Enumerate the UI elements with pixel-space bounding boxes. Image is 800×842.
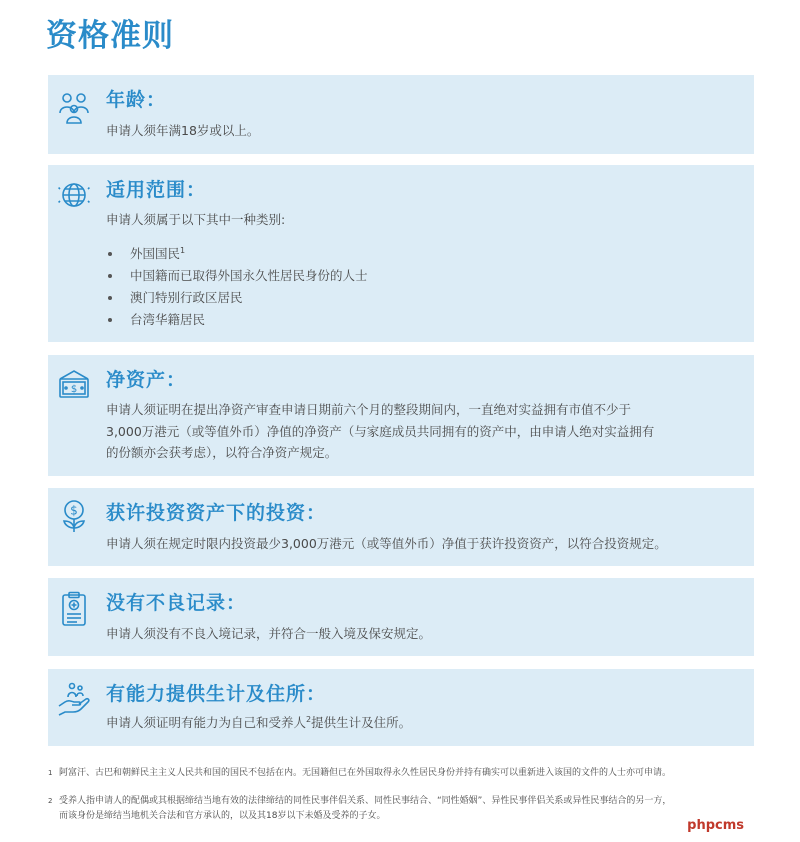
support-card [48, 669, 754, 746]
support-text-main: 申请人须证明有能力为自己和受养人 [106, 715, 307, 730]
footnote-text-line-1: 受养人指申请人的配偶或其根据缔结当地有效的法律缔结的同性民事伴侣关系、同性民事结合、“同性婚姻”、异性民事伴侣关系或异性民事结合的另一方， [59, 796, 672, 806]
svg-text:$: $ [70, 384, 78, 395]
age-heading: 年龄： [106, 89, 167, 111]
dollar-plant-icon [57, 498, 91, 534]
record-card [48, 578, 754, 656]
footnote-2 [48, 794, 758, 824]
footnote-number: 2 [48, 797, 53, 805]
watermark: phpcms [687, 818, 744, 833]
scope-heading: 适用范围： [106, 179, 207, 201]
list-item: 台湾华籍居民 [106, 309, 368, 331]
footnote-ref: 2 [306, 714, 312, 724]
footnote-number: 1 [48, 769, 53, 777]
clipboard-icon [57, 591, 91, 627]
footnote-text: 阿富汗、古巴和朝鲜民主主义人民共和国的国民不包括在内。无国籍但已在外国取得永久性居民身份并持有确实可以重新进入该国的文件的人士亦可申请。 [59, 768, 672, 778]
net-assets-heading: 净资产： [106, 369, 187, 391]
scope-list [106, 243, 368, 331]
scope-text: 申请人须属于以下其中一种类别: [106, 212, 286, 227]
net-assets-line-2: 3,000万港元（或等值外币）净值的净资产（与家庭成员共同拥有的资产中，由申请人绝对实益拥有 [106, 423, 655, 439]
age-card [48, 75, 754, 154]
support-heading: 有能力提供生计及住所： [106, 683, 327, 705]
support-text [106, 712, 746, 734]
footnote-ref: 1 [180, 245, 186, 255]
support-text-end: 提供生计及住所。 [311, 715, 412, 730]
people-icon [57, 89, 91, 125]
footnote-text-line-2: 而该身份是缔结当地机关合法和官方承认的，以及其18岁以下未婚及受养的子女。 [59, 811, 386, 821]
list-item: 澳门特别行政区居民 [106, 287, 368, 309]
record-text: 申请人须没有不良入境记录，并符合一般入境及保安规定。 [106, 626, 432, 641]
globe-icon [57, 177, 91, 213]
svg-text:$: $ [70, 503, 78, 518]
list-item-text: 外国国民 [130, 246, 181, 261]
net-assets-line-1: 申请人须证明在提出净资产审查申请日期前六个月的整段期间内，一直绝对实益拥有市值不少于 [106, 402, 632, 417]
footnote-1 [48, 766, 758, 781]
money-icon [57, 367, 91, 403]
scope-card [48, 165, 754, 342]
list-item [106, 243, 368, 265]
investment-heading: 获许投资资产下的投资： [106, 502, 327, 524]
net-assets-line-3: 的份额亦会获考虑），以符合净资产规定。 [106, 445, 338, 460]
investment-card [48, 488, 754, 566]
page-title: 资格准则 [46, 18, 174, 54]
age-text: 申请人须年满18岁或以上。 [106, 123, 260, 138]
net-assets-card [48, 355, 754, 476]
record-heading: 没有不良记录： [106, 592, 247, 614]
investment-text: 申请人须在规定时限内投资最少3,000万港元（或等值外币）净值于获许投资资产，以符合投资规定。 [106, 536, 667, 551]
list-item: 中国籍而已取得外国永久性居民身份的人士 [106, 265, 368, 287]
hand-people-icon [57, 680, 91, 716]
